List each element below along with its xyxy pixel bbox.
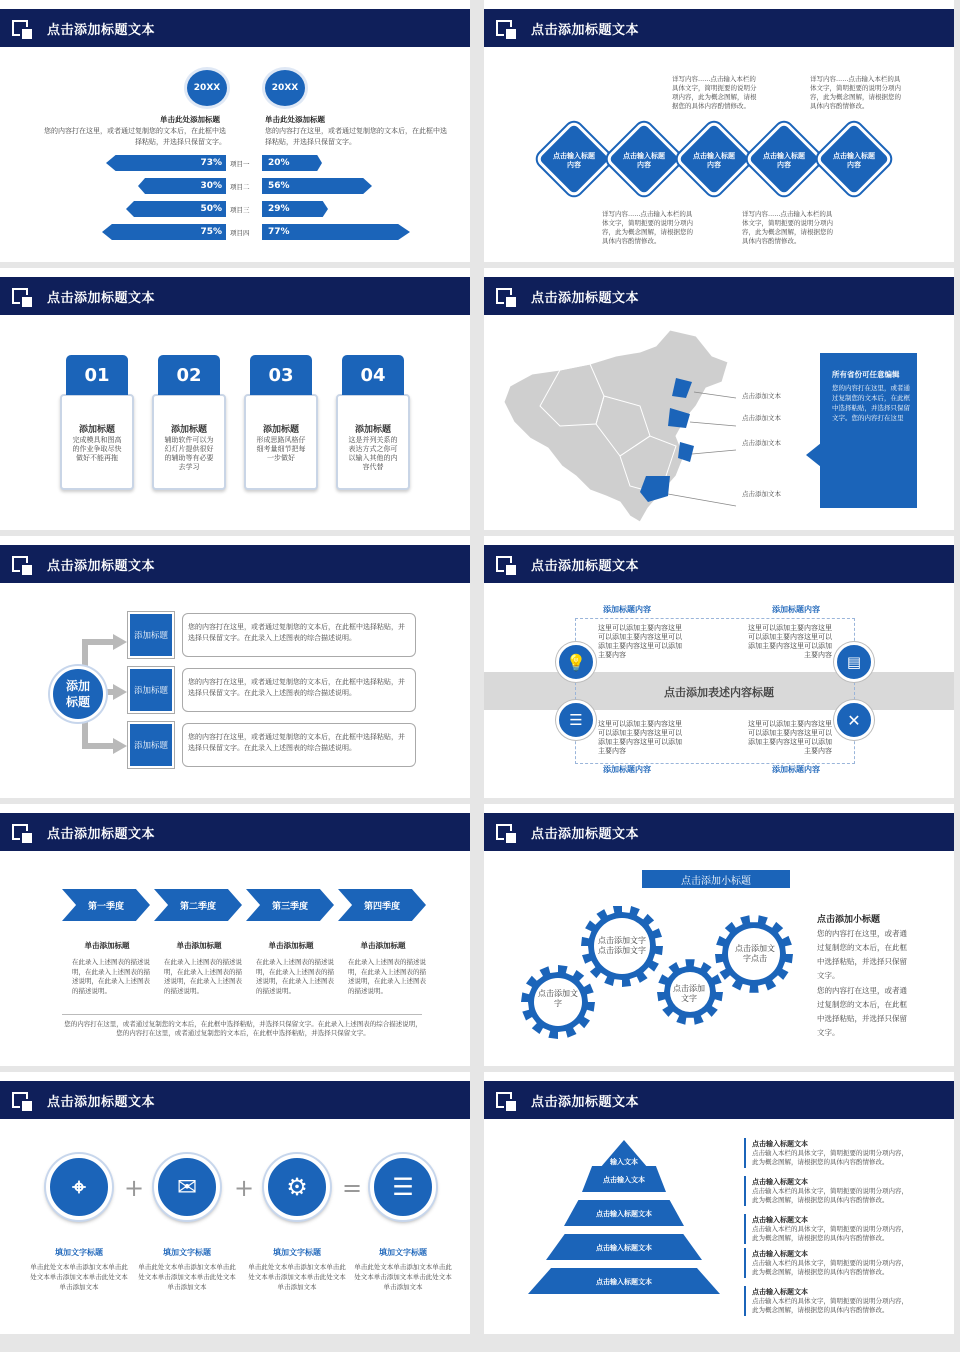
list-desc[interactable]: 点击输入本栏的具体文字，简明扼要的说明分项内容，此为概念图解，请根据您的具体内容酌情修改。 [752, 1297, 908, 1314]
slide-4 [484, 268, 954, 530]
card-title[interactable]: 添加标题 [262, 425, 299, 435]
col-title[interactable]: 单击添加标题 [176, 941, 222, 950]
map-label-4[interactable]: 点击添加文本 [742, 490, 781, 498]
year-badge-right: 20XX [262, 67, 308, 109]
list-marker [744, 1286, 746, 1316]
quarter-label[interactable]: 第三季度 [271, 902, 308, 912]
desc-2[interactable]: 这里可以添加主要内容这里可以添加主要内容这里可以添加主要内容这里可以添加主要内容 [748, 624, 832, 659]
china-map[interactable] [500, 326, 740, 522]
item-desc[interactable]: 您的内容打在这里，或者通过复制您的文本后，在此框中选择粘贴，并选择只保留文字。在此录入上述图表的综合描述说明。 [188, 678, 405, 697]
slide-header [0, 9, 470, 47]
left-value[interactable]: 50% [200, 204, 222, 214]
slide-8 [484, 804, 954, 1066]
slide-2 [484, 0, 954, 262]
lightbulb-icon: 💡 [556, 642, 596, 682]
slide-9 [0, 1072, 470, 1334]
slide-10 [484, 1072, 954, 1334]
gear-label-4[interactable]: 点击添加文字点击 [735, 944, 775, 963]
desc-bottom-2[interactable]: 详写内容......点击输入本栏的具体文字，简明扼要的说明分项内容，此为概念图解，请根据您的具体内容酌情修改。 [742, 210, 833, 245]
year-badge-left: 20XX [184, 67, 230, 109]
row-label[interactable]: 项目三 [230, 206, 250, 214]
item-box[interactable]: 添加标题 [128, 722, 174, 768]
gear-label-2[interactable]: 点击添加文字点击添加文字 [598, 936, 646, 955]
map-label-3[interactable]: 点击添加文本 [742, 439, 781, 447]
row-label[interactable]: 项目四 [230, 229, 250, 237]
slide-title[interactable]: 点击添加标题文本 [531, 559, 640, 574]
col-title[interactable]: 单击添加标题 [360, 941, 406, 950]
list-desc[interactable]: 点击输入本栏的具体文字，简明扼要的说明分项内容，此为概念图解，请根据您的具体内容酌情修改。 [752, 1225, 908, 1242]
plus-sign-2: + [234, 1174, 255, 1202]
list-title[interactable]: 点击输入标题文本 [752, 1140, 808, 1148]
list-marker [744, 1214, 746, 1244]
quarter-label[interactable]: 第四季度 [363, 902, 400, 912]
diamond-label[interactable]: 点击输入标题内容 [693, 152, 735, 169]
footer-line-1[interactable]: 您的内容打在这里，或者通过复制您的文本后，在此框中选择粘贴，并选择只保留文字。在此录入上述图表的综合描述说明， [64, 1020, 422, 1028]
circle-title[interactable]: 填加文字标题 [163, 1248, 211, 1257]
list-desc[interactable]: 点击输入本栏的具体文字，简明扼要的说明分项内容，此为概念图解，请根据您的具体内容酌情修改。 [752, 1259, 908, 1276]
slide-1 [0, 0, 470, 262]
equals-sign: = [342, 1174, 363, 1202]
pyramid-label[interactable]: 点击输入标题文本 [596, 1210, 652, 1218]
card-title[interactable]: 添加标题 [170, 425, 207, 435]
pyramid-label[interactable]: 输入文本 [610, 1158, 638, 1166]
right-value[interactable]: 29% [268, 204, 290, 214]
col-title[interactable]: 单击添加标题 [84, 941, 130, 950]
diamond-label[interactable]: 点击输入标题内容 [763, 152, 805, 169]
item-box[interactable]: 添加标题 [128, 667, 174, 713]
divider [62, 1014, 422, 1015]
list-marker [744, 1138, 746, 1168]
center-circle[interactable]: 添加标题 [50, 666, 106, 722]
scroll-icon[interactable]: ☰ [370, 1154, 436, 1220]
slide-header [484, 1081, 954, 1119]
diamond-label[interactable]: 点击输入标题内容 [553, 152, 595, 169]
banner[interactable]: 点击添加小标题 [642, 870, 790, 888]
col-desc[interactable]: 在此录入上述图表的描述说明，在此录入上述图表的描述说明，在此录入上述图表的描述说明。 [256, 958, 334, 995]
slide-title[interactable]: 点击添加标题文本 [47, 827, 156, 842]
left-value[interactable]: 73% [200, 158, 222, 168]
diamond-label[interactable]: 点击输入标题内容 [833, 152, 875, 169]
side-desc-2[interactable]: 您的内容打在这里，或者通过复制您的文本后，在此框中选择粘贴，并选择只保留文字。 [817, 986, 907, 1037]
desc-top-1[interactable]: 详写内容......点击输入本栏的具体文字，简明扼要的说明分项内容，此为概念图解，请根据您的具体内容酌情修改。 [672, 75, 757, 110]
circle-title[interactable]: 填加文字标题 [55, 1248, 103, 1257]
pyramid-label[interactable]: 点击输入文本 [603, 1176, 645, 1184]
desc-3[interactable]: 这里可以添加主要内容这里可以添加主要内容这里可以添加主要内容这里可以添加主要内容 [598, 720, 682, 755]
list-desc[interactable]: 点击输入本栏的具体文字，简明扼要的说明分项内容，此为概念图解，请根据您的具体内容酌情修改。 [752, 1149, 908, 1166]
card-number: 02 [158, 355, 220, 395]
info-box-title[interactable]: 所有省份可任意编辑 [832, 370, 900, 379]
left-value[interactable]: 75% [200, 227, 222, 237]
slide-3 [0, 268, 470, 530]
circle-desc[interactable]: 单击此处文本单击添加文本单击此处文本单击添加文本单击此处文本单击添加文本 [30, 1263, 128, 1291]
slide-header [0, 277, 470, 315]
network-icon[interactable]: ⚙ [264, 1154, 330, 1220]
right-value[interactable]: 77% [268, 227, 290, 237]
list-marker [744, 1248, 746, 1278]
desc-4[interactable]: 这里可以添加主要内容这里可以添加主要内容这里可以添加主要内容这里可以添加主要内容 [748, 720, 832, 755]
circle-desc[interactable]: 单击此处文本单击添加文本单击此处文本单击添加文本单击此处文本单击添加文本 [354, 1263, 452, 1291]
item-desc[interactable]: 您的内容打在这里，或者通过复制您的文本后，在此框中选择粘贴，并选择只保留文字。在此录入上述图表的综合描述说明。 [188, 733, 405, 752]
right-desc[interactable]: 您的内容打在这里，或者通过复制您的文本后，在此框中选择粘贴，并选择只保留文字。 [265, 127, 447, 146]
slide-header [484, 813, 954, 851]
circle-desc[interactable]: 单击此处文本单击添加文本单击此处文本单击添加文本单击此处文本单击添加文本 [248, 1263, 346, 1291]
slide-title[interactable]: 点击添加标题文本 [531, 23, 640, 38]
slide-header [484, 277, 954, 315]
card-title[interactable]: 添加标题 [78, 425, 115, 435]
slide-title[interactable]: 点击添加标题文本 [47, 1095, 156, 1110]
location-pin-icon[interactable]: ⌖ [46, 1154, 112, 1220]
list-desc[interactable]: 点击输入本栏的具体文字，简明扼要的说明分项内容，此为概念图解，请根据您的具体内容酌情修改。 [752, 1187, 908, 1204]
side-title[interactable]: 点击添加小标题 [817, 915, 881, 925]
circle-desc[interactable]: 单击此处文本单击添加文本单击此处文本单击添加文本单击此处文本单击添加文本 [138, 1263, 236, 1291]
list-title[interactable]: 点击输入标题文本 [752, 1216, 808, 1224]
gear-label-1[interactable]: 点击添加文字 [538, 989, 578, 1008]
desc-1[interactable]: 这里可以添加主要内容这里可以添加主要内容这里可以添加主要内容这里可以添加主要内容 [598, 624, 682, 659]
tools-icon: ✕ [834, 700, 874, 740]
pyramid-label[interactable]: 点击输入标题文本 [596, 1278, 652, 1286]
row-label[interactable]: 项目二 [230, 183, 250, 191]
quarter-label[interactable]: 第一季度 [87, 902, 124, 912]
sub-title-2[interactable]: 添加标题内容 [772, 605, 820, 614]
left-value[interactable]: 30% [200, 181, 222, 191]
left-title[interactable]: 单击此处添加标题 [160, 115, 220, 124]
circle-title[interactable]: 填加文字标题 [379, 1248, 427, 1257]
gear-label-3[interactable]: 点击添加文字 [673, 984, 705, 1003]
list-title[interactable]: 点击输入标题文本 [752, 1250, 808, 1258]
slide-5 [0, 536, 470, 798]
right-value[interactable]: 56% [268, 181, 290, 191]
slide-header [0, 813, 470, 851]
slide-header [0, 1081, 470, 1119]
slide-6 [484, 536, 954, 798]
item-desc[interactable]: 您的内容打在这里，或者通过复制您的文本后，在此框中选择粘贴，并选择只保留文字。在此录入上述图表的综合描述说明。 [188, 623, 405, 642]
card-desc[interactable]: 这是并列关系的表达方式之你可以输入其他的内容代替 [348, 436, 398, 471]
card-desc[interactable]: 完成模具和图高的作业争取尽快做好不能再拖 [72, 436, 122, 462]
side-desc-1[interactable]: 您的内容打在这里，或者通过复制您的文本后，在此框中选择粘贴，并选择只保留文字。 [817, 929, 907, 980]
slide-title[interactable]: 点击添加标题文本 [47, 559, 156, 574]
card-desc[interactable]: 形成思路风格仔细考量细节把每一步做好 [256, 436, 306, 462]
list-title[interactable]: 点击输入标题文本 [752, 1178, 808, 1186]
band-title[interactable]: 点击添加表述内容标题 [664, 686, 774, 699]
map-label-2[interactable]: 点击添加文本 [742, 414, 781, 422]
card-desc[interactable]: 辅助软件可以为幻灯片提供很好的辅助等有必要去学习 [164, 436, 214, 471]
plus-sign-1: + [124, 1174, 145, 1202]
circle-title[interactable]: 填加文字标题 [273, 1248, 321, 1257]
gears-graphic [514, 906, 804, 1056]
item-box[interactable]: 添加标题 [128, 612, 174, 658]
slide-header [0, 545, 470, 583]
desc-top-2[interactable]: 详写内容......点击输入本栏的具体文字，简明扼要的说明分项内容，此为概念图解，请根据您的具体内容酌情修改。 [810, 75, 901, 110]
checklist-icon: ☰ [556, 700, 596, 740]
right-value[interactable]: 20% [268, 158, 290, 168]
quarter-label[interactable]: 第二季度 [179, 902, 216, 912]
col-desc[interactable]: 在此录入上述图表的描述说明，在此录入上述图表的描述说明，在此录入上述图表的描述说明。 [164, 958, 242, 995]
col-title[interactable]: 单击添加标题 [268, 941, 314, 950]
list-marker [744, 1176, 746, 1206]
slide-header [484, 545, 954, 583]
slide-7 [0, 804, 470, 1066]
card-number: 04 [342, 355, 404, 395]
row-label[interactable]: 项目一 [230, 160, 250, 168]
slide-title[interactable]: 点击添加标题文本 [47, 23, 156, 38]
col-desc[interactable]: 在此录入上述图表的描述说明，在此录入上述图表的描述说明，在此录入上述图表的描述说明。 [72, 958, 150, 995]
footer-line-2[interactable]: 您的内容打在这里，或者通过复制您的文本后，在此框中选择粘贴，并选择只保留文字。 [116, 1029, 370, 1037]
mail-icon[interactable]: ✉ [154, 1154, 220, 1220]
card-number: 01 [66, 355, 128, 395]
info-box-desc[interactable]: 您的内容打在这里，或者通过复制您的文本后，在此框中选择粘贴，并选择只保留文字。您的内容打在这里 [832, 384, 910, 422]
card-title[interactable]: 添加标题 [354, 425, 391, 435]
sub-title-1[interactable]: 添加标题内容 [603, 605, 651, 614]
right-title[interactable]: 单击此处添加标题 [265, 115, 325, 124]
sub-title-3[interactable]: 添加标题内容 [603, 765, 651, 774]
chart-icon: ▤ [834, 642, 874, 682]
pyramid-label[interactable]: 点击输入标题文本 [596, 1244, 652, 1252]
info-pointer [806, 443, 821, 467]
slide-title[interactable]: 点击添加标题文本 [47, 291, 156, 306]
card-number: 03 [250, 355, 312, 395]
sub-title-4[interactable]: 添加标题内容 [772, 765, 820, 774]
slide-title[interactable]: 点击添加标题文本 [531, 1095, 640, 1110]
diamond-label[interactable]: 点击输入标题内容 [623, 152, 665, 169]
map-label-1[interactable]: 点击添加文本 [742, 392, 781, 400]
info-box [820, 353, 917, 508]
slide-header [484, 9, 954, 47]
col-desc[interactable]: 在此录入上述图表的描述说明，在此录入上述图表的描述说明，在此录入上述图表的描述说明。 [348, 958, 426, 995]
slide-title[interactable]: 点击添加标题文本 [531, 291, 640, 306]
desc-bottom-1[interactable]: 详写内容......点击输入本栏的具体文字，简明扼要的说明分项内容，此为概念图解，请根据您的具体内容酌情修改。 [602, 210, 693, 245]
left-desc[interactable]: 您的内容打在这里，或者通过复制您的文本后，在此框中选择粘贴，并选择只保留文字。 [44, 127, 226, 146]
list-title[interactable]: 点击输入标题文本 [752, 1288, 808, 1296]
slide-title[interactable]: 点击添加标题文本 [531, 827, 640, 842]
